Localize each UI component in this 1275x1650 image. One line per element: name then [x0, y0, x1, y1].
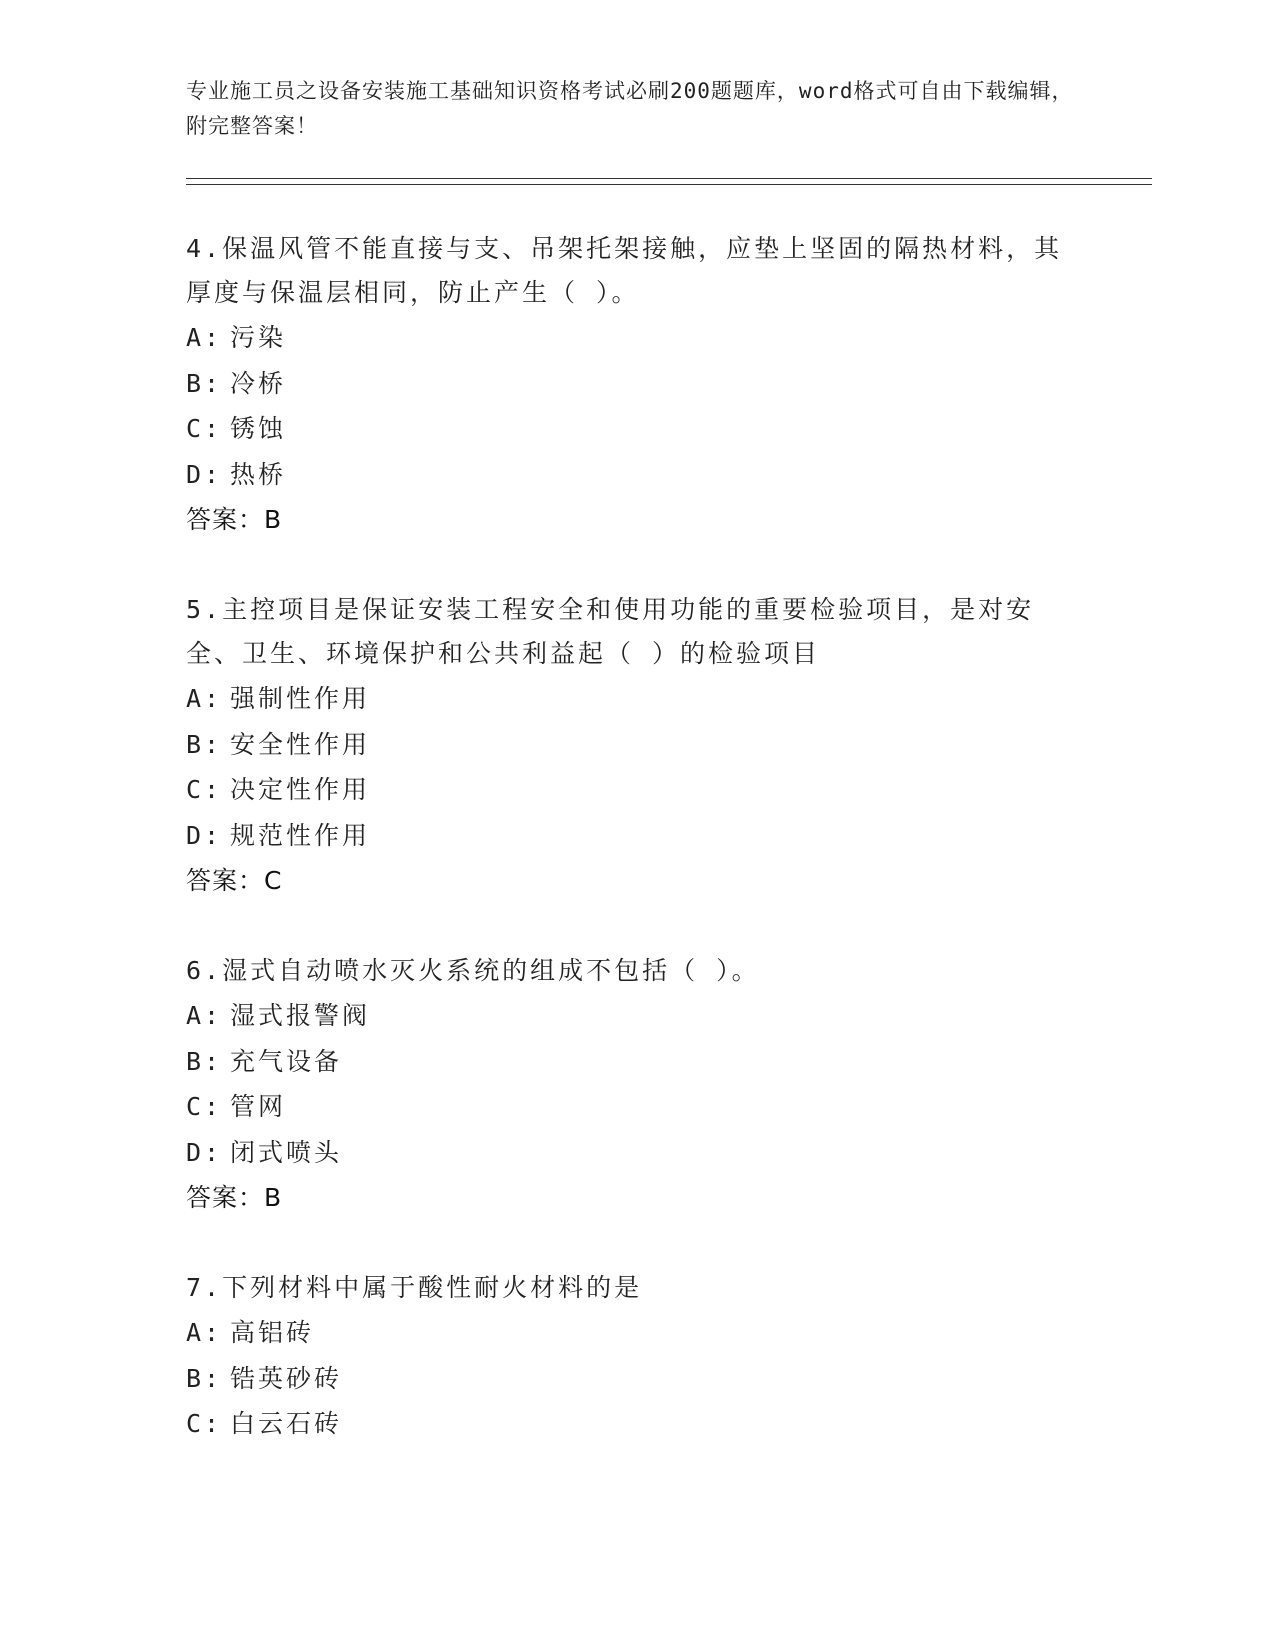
option-key: D:	[186, 820, 223, 850]
option-key: D:	[186, 459, 223, 489]
question-list	[186, 227, 1086, 1493]
answer-line: 答案：B	[186, 1183, 283, 1212]
option-b	[186, 1356, 1086, 1402]
question-stem: 4.保温风管不能直接与支、吊架托架接触，应垫上坚固的隔热材料，其厚度与保温层相同，防止产生（ ）。	[186, 234, 1063, 307]
option-a	[186, 1310, 1086, 1356]
option-key: D:	[186, 1137, 223, 1167]
option-text: 锈蚀	[230, 414, 287, 443]
question-stem: 7.下列材料中属于酸性耐火材料的是	[186, 1273, 643, 1302]
option-text: 规范性作用	[230, 820, 371, 850]
document-header	[186, 74, 1086, 144]
option-c	[186, 767, 1086, 813]
question-4	[186, 227, 1086, 542]
option-text: 热桥	[230, 459, 287, 489]
option-d	[186, 813, 1086, 859]
option-key: B:	[186, 1363, 223, 1393]
option-key: A:	[186, 684, 223, 713]
option-key: C:	[186, 775, 223, 804]
option-key: B:	[186, 1046, 223, 1076]
option-key: A:	[186, 1001, 223, 1030]
option-key: A:	[186, 1318, 223, 1347]
option-key: B:	[186, 729, 223, 759]
question-stem: 6.湿式自动喷水灭火系统的组成不包括（ ）。	[186, 956, 760, 985]
question-5	[186, 588, 1086, 903]
option-text: 白云石砖	[230, 1409, 343, 1438]
option-key: B:	[186, 368, 223, 398]
option-text: 充气设备	[230, 1046, 343, 1076]
option-key: C:	[186, 1409, 223, 1438]
option-b	[186, 722, 1086, 768]
option-d	[186, 1130, 1086, 1176]
option-a	[186, 993, 1086, 1039]
option-key: C:	[186, 414, 223, 443]
option-text: 决定性作用	[230, 775, 371, 804]
option-text: 冷桥	[230, 368, 287, 398]
option-d	[186, 452, 1086, 498]
option-a	[186, 676, 1086, 722]
header-title: 专业施工员之设备安装施工基础知识资格考试必刷200题题库，word格式可自由下载编辑，附完整答案！	[186, 79, 1074, 138]
option-a	[186, 315, 1086, 361]
option-text: 湿式报警阀	[230, 1001, 371, 1030]
option-c	[186, 1401, 1086, 1447]
option-text: 强制性作用	[230, 684, 371, 713]
option-key: C:	[186, 1092, 223, 1121]
option-c	[186, 406, 1086, 452]
option-text: 污染	[230, 323, 287, 352]
option-c	[186, 1084, 1086, 1130]
option-b	[186, 1039, 1086, 1085]
option-b	[186, 361, 1086, 407]
answer-line: 答案：B	[186, 505, 283, 534]
option-text: 闭式喷头	[230, 1137, 343, 1167]
option-text: 管网	[230, 1092, 287, 1121]
option-text: 锆英砂砖	[230, 1363, 343, 1393]
question-7	[186, 1266, 1086, 1447]
question-stem: 5.主控项目是保证安装工程安全和使用功能的重要检验项目，是对安全、卫生、环境保护和公共利益起（ ）的检验项目	[186, 595, 1035, 668]
question-6	[186, 949, 1086, 1220]
option-text: 高铝砖	[230, 1318, 315, 1347]
header-divider-bottom	[186, 184, 1152, 185]
option-text: 安全性作用	[230, 729, 371, 759]
answer-line: 答案：C	[186, 866, 283, 895]
header-divider-top	[186, 178, 1152, 179]
option-key: A:	[186, 323, 223, 352]
